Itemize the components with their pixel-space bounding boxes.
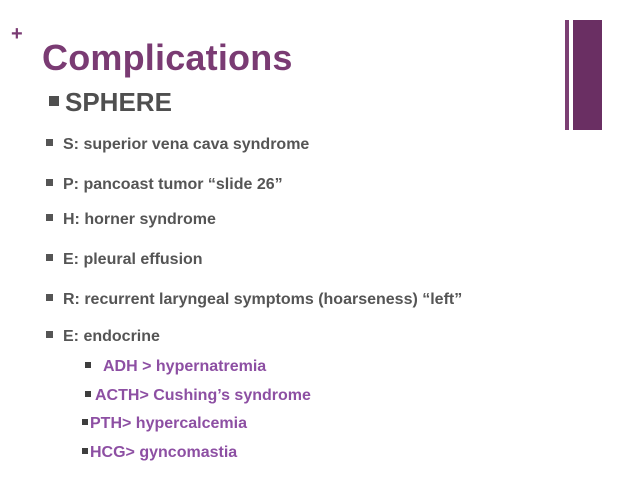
list-item [46,250,203,270]
sub-list-item [82,443,237,463]
list-item [46,175,283,195]
list-item-text: E: endocrine [63,328,160,345]
list-item-text: E: pleural effusion [63,251,203,268]
square-bullet-icon [85,391,91,397]
list-item-text: P: pancoast tumor “slide 26” [63,176,283,193]
sub-list-item-text: ACTH> Cushing’s syndrome [95,387,311,404]
sub-list-item [85,386,311,406]
square-bullet-icon [46,214,53,221]
heading-sphere [49,87,172,117]
square-bullet-icon [82,419,88,425]
square-bullet-icon [46,294,53,301]
accent-bar-thin [565,20,569,130]
square-bullet-icon [46,139,53,146]
heading-text: SPHERE [65,87,172,117]
list-item [46,135,309,155]
list-item [46,290,462,310]
sub-list-item-text: HCG> gyncomastia [90,444,238,461]
list-item [46,210,216,230]
accent-bar-thick [573,20,602,130]
square-bullet-icon [82,448,88,454]
slide-title: Complications [42,37,293,78]
sub-list-item-text: PTH> hypercalcemia [90,415,247,432]
square-bullet-icon [46,331,53,338]
square-bullet-icon [49,96,59,106]
sub-list-item [82,414,247,434]
list-item-text: S: superior vena cava syndrome [63,136,310,153]
list-item-text: R: recurrent laryngeal symptoms (hoarseness) “left” [63,291,463,308]
sub-list-item [85,357,266,377]
plus-mark: + [11,23,23,45]
list-item-text: H: horner syndrome [63,211,216,228]
square-bullet-icon [46,254,53,261]
sub-list-item-text: ADH > hypernatremia [103,358,267,375]
square-bullet-icon [85,362,91,368]
list-item [46,327,160,347]
square-bullet-icon [46,179,53,186]
